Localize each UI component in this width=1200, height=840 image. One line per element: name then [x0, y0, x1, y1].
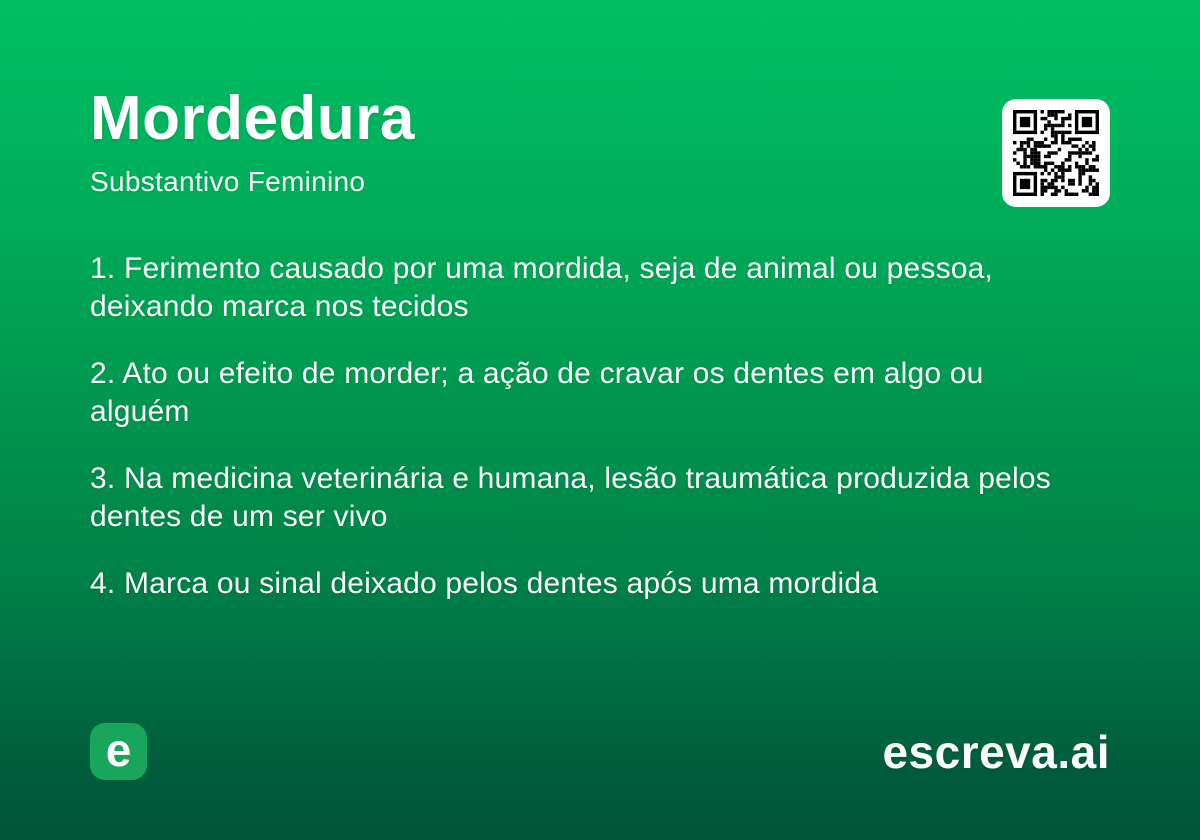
definition-item-2: 2. Ato ou efeito de morder; a ação de cravar os dentes em algo ou alguém	[90, 357, 984, 428]
word-class-subtitle: Substantivo Feminino	[90, 166, 366, 197]
header	[90, 0, 1110, 207]
qr-code-card	[1002, 99, 1110, 207]
brand-name: escreva.ai	[882, 725, 1110, 778]
brand-logo-letter: e	[105, 723, 132, 776]
definitions-list	[90, 250, 1110, 632]
qr-code-icon	[1013, 110, 1099, 196]
footer	[90, 723, 1110, 780]
definition-item-4: 4. Marca ou sinal deixado pelos dentes após uma mordida	[90, 567, 879, 600]
definition-item-3: 3. Na medicina veterinária e humana, lesão traumática produzida pelos dentes de um ser vivo	[90, 462, 1051, 533]
page-title: Mordedura	[90, 84, 415, 153]
definition-item-1: 1. Ferimento causado por uma mordida, seja de animal ou pessoa, deixando marca nos tecidos	[90, 252, 994, 323]
title-block	[90, 0, 415, 198]
brand-logo-icon	[90, 723, 147, 780]
